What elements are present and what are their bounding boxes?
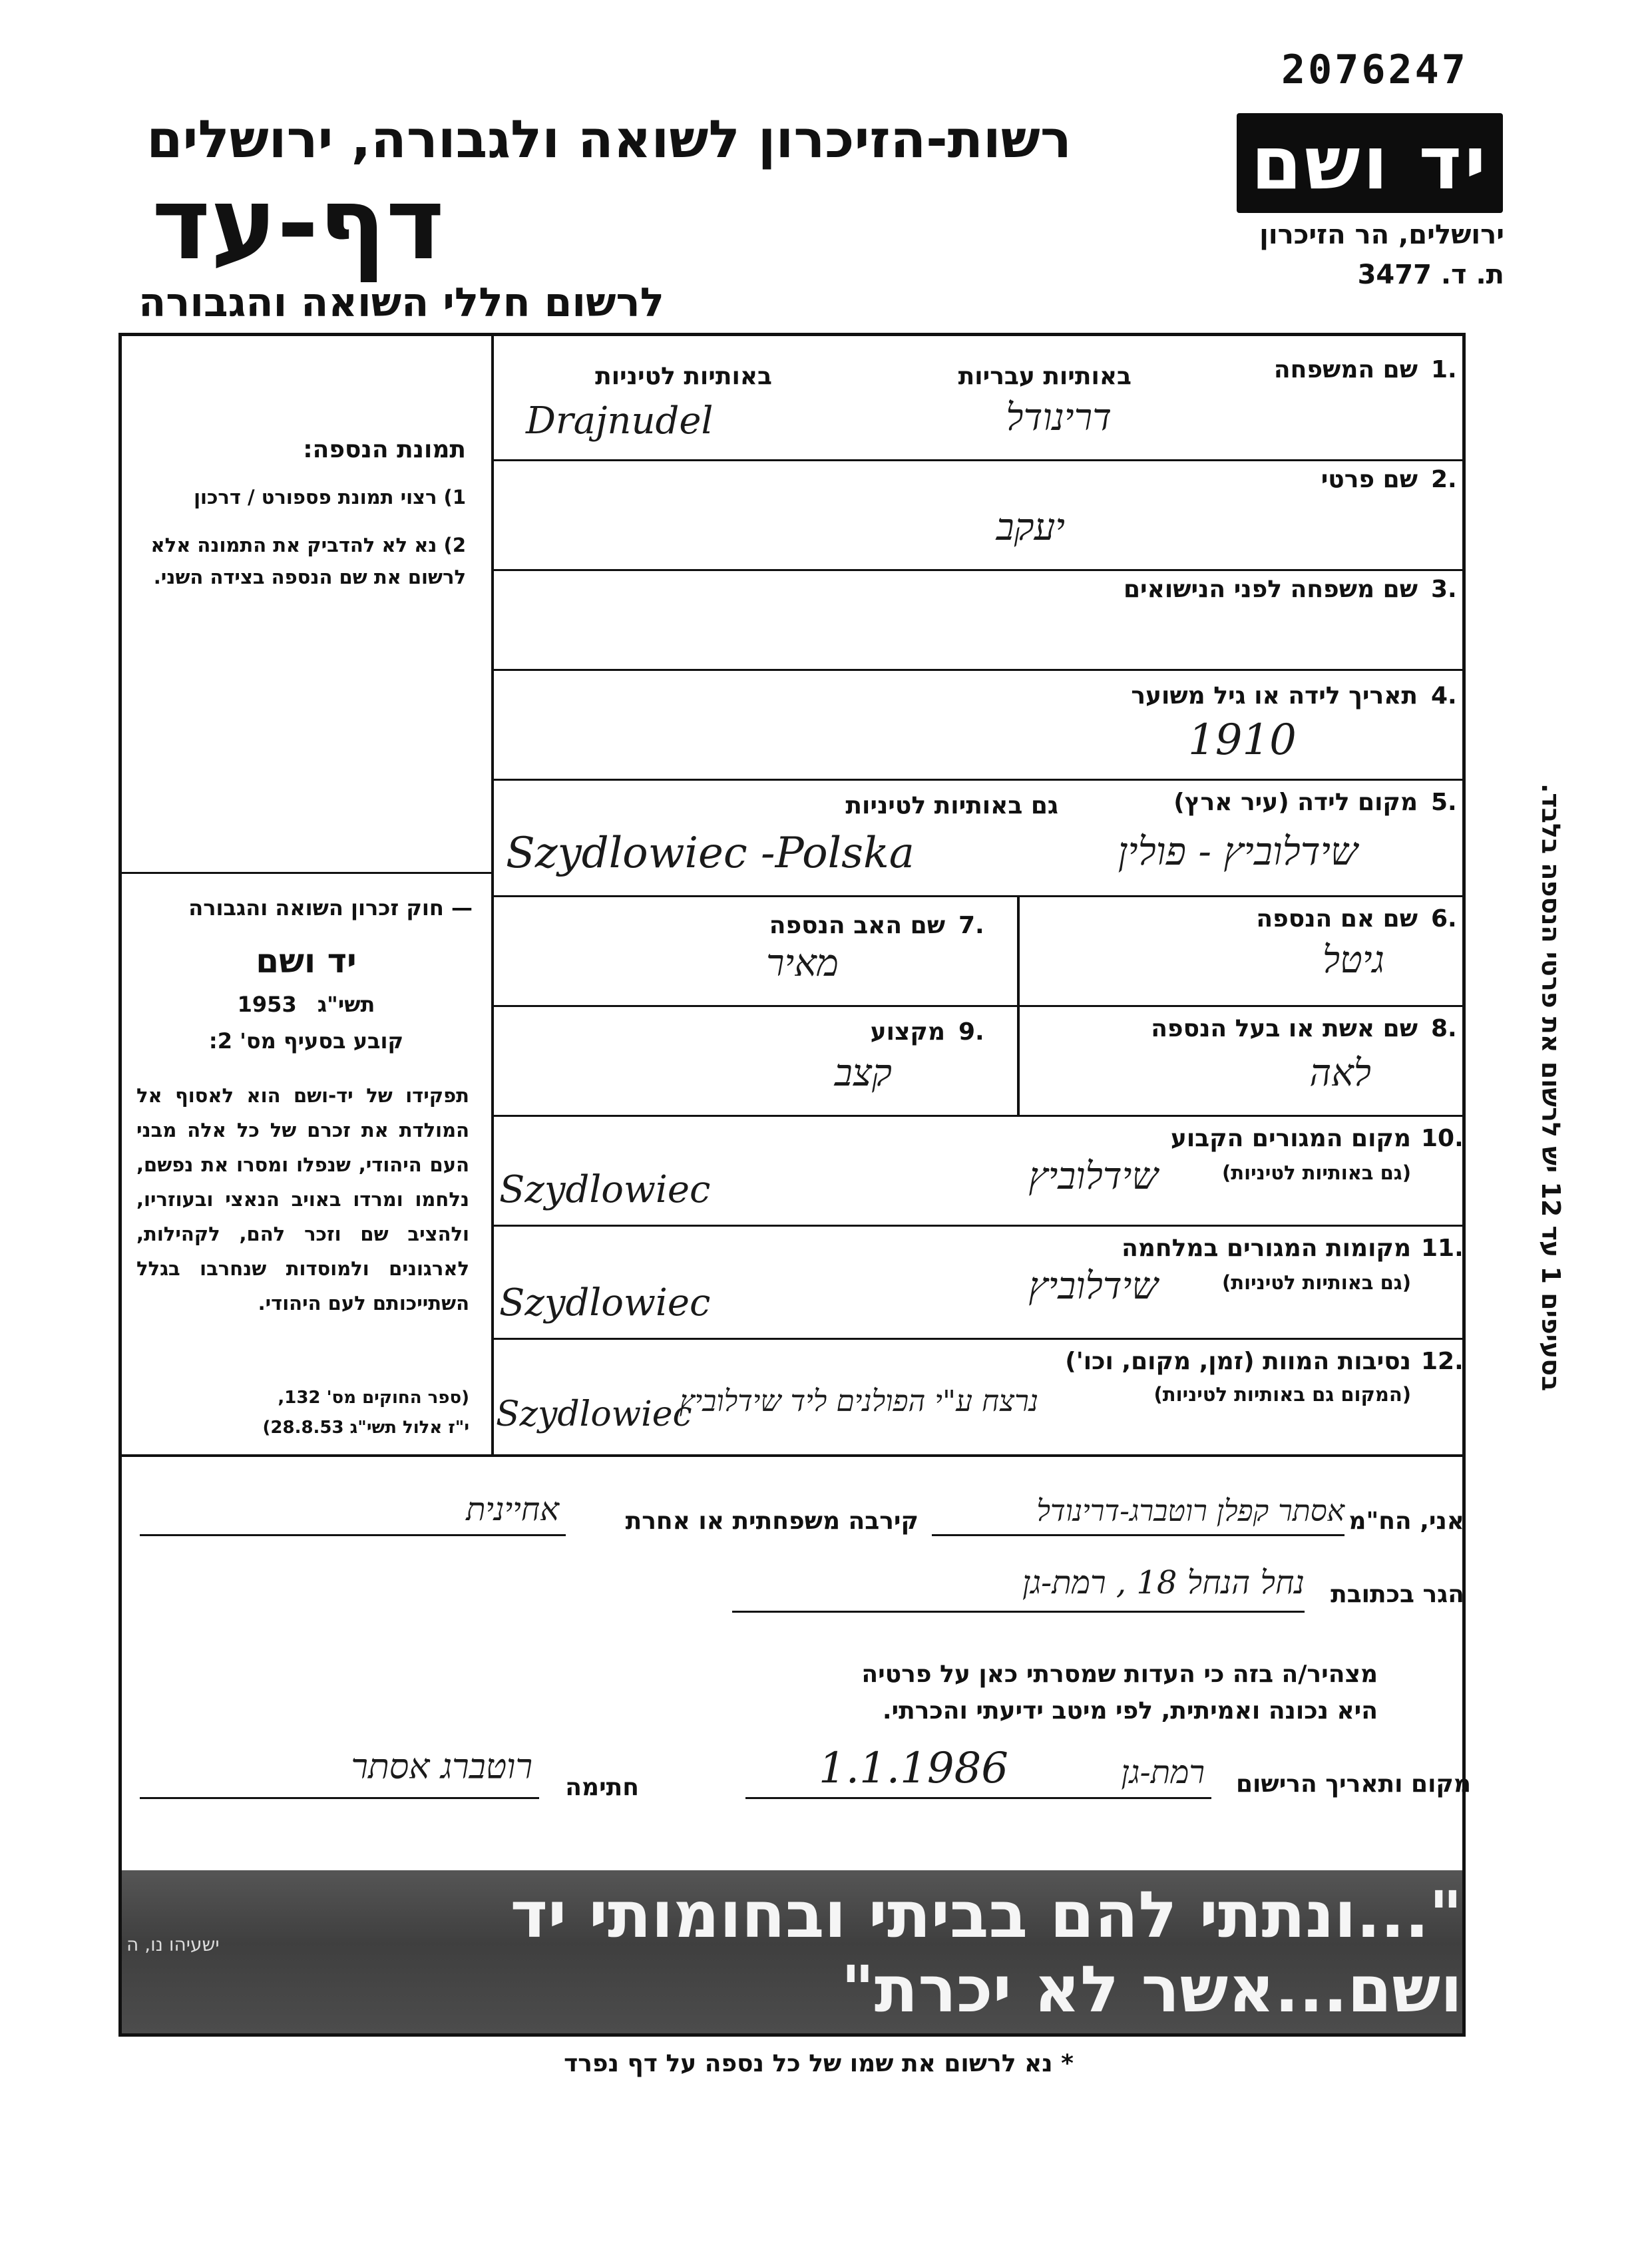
record-number: 2076247: [1281, 47, 1468, 93]
declarant-underline: [932, 1534, 1344, 1536]
photo-box-item-2: 2) נא לא להדביק את התמונה אלא לרשום את שם הנספה בצידה השני.: [150, 534, 466, 588]
field-3-label: שם משפחה לפני הנישואים: [1123, 576, 1418, 603]
field-6-value: גיטל: [1322, 938, 1384, 982]
side-note: בסעיפים 1 עד 12 יש לרשום את פרטי הנספה בלבד.: [1536, 783, 1565, 1391]
field-10-subnote: (גם באותיות לטיניות): [1222, 1161, 1411, 1184]
field-7-value: מאיר: [766, 942, 839, 985]
field-6-label: שם אם הנספה: [1256, 905, 1418, 932]
row-line-6: [494, 1005, 1462, 1007]
field-9-number: 9.: [958, 1018, 984, 1046]
field-11-label: מקומות המגורים במלחמה: [1122, 1235, 1411, 1262]
field-1-number: 1.: [1431, 356, 1457, 383]
field-12-label: נסיבות המוות (זמן, מקום, וכו'): [1065, 1348, 1411, 1375]
signature-value: רוטברג אסתר: [351, 1747, 532, 1787]
field-5-latin-value: Szydlowiec -Polska: [506, 829, 915, 878]
declaration-prefix: אני, הח"מ: [1348, 1508, 1464, 1535]
law-name: יד ושם: [256, 942, 357, 980]
registration-place-value: רמת-גן: [1121, 1754, 1205, 1791]
address-line-1: ירושלים, הר הזיכרון: [1259, 220, 1504, 250]
law-year: [133, 992, 479, 1017]
law-source-date: י"ז אלול תשי"ג 28.8.53): [262, 1418, 469, 1438]
field-4-label: תאריך לידה או גיל משוער: [1131, 682, 1418, 710]
row-line-1: [494, 459, 1462, 461]
law-body: תפקידו של יד-ושם הוא לאסוף אל המולדת את זכרם של כל אלה מבני העם היהודי, שנפלו ומסרו את נפשם, נלחמו ומרדו באויב הנאצי ובעוזריו, ולהציב שם וזכר להם, לקהילות, לארגונים ולמוסדות שנחרבו בגלל השתייכותם לעם היהודי.: [136, 1084, 469, 1315]
field-7-number: 7.: [958, 912, 984, 939]
field-1-latin-value: Drajnudel: [526, 399, 714, 443]
field-12-subnote: (המקום גם באותיות לטיניות): [1153, 1383, 1411, 1406]
relation-label: קירבה משפחתית או אחרת: [625, 1508, 919, 1535]
law-year-number: 1953: [237, 992, 297, 1017]
field-4-value: 1910: [1188, 715, 1297, 765]
statement-line-2: היא נכונה ואמיתית, לפי מיטב ידיעתי והכרתי.: [882, 1697, 1378, 1725]
declarant-value: אסתר קפלן רוטברג-דרינודל: [1036, 1494, 1344, 1528]
photo-law-divider: [122, 872, 491, 874]
field-8-value: לאה: [1309, 1052, 1371, 1095]
logo-text: יד ושם: [1251, 120, 1489, 206]
row-line-10: [122, 1454, 1462, 1457]
law-source: (ספר החוקים מס' 132,: [278, 1388, 469, 1408]
photo-box-item-1: 1) רצוי תמונת פספורט / דרכון: [194, 486, 466, 509]
address-label: הגר בכתובת: [1331, 1581, 1464, 1608]
row-8-9-divider: [1017, 1005, 1020, 1115]
row-line-2: [494, 569, 1462, 571]
row-6-7-divider: [1017, 895, 1020, 1005]
field-2-value: יעקב: [996, 506, 1065, 549]
field-9-label: מקצוע: [870, 1018, 945, 1046]
field-12-hebrew-value: נרצח ע"י הפולנים ליד שידלוביץ: [679, 1384, 1038, 1418]
place-date-label: מקום ותאריך הרישום: [1235, 1770, 1471, 1798]
field-3-number: 3.: [1431, 576, 1457, 603]
field-10-hebrew-value: שידלוביץ: [1028, 1155, 1158, 1198]
field-7-label: שם האב הנספה: [769, 912, 945, 939]
registration-date-value: 1.1.1986: [819, 1744, 1008, 1793]
row-line-9: [494, 1338, 1462, 1340]
field-1-label: שם המשפחה: [1273, 356, 1418, 383]
field-10-latin-value: Szydlowiec: [499, 1168, 711, 1211]
field-5-hebrew-value: שידלוביץ - פולין: [1118, 829, 1358, 874]
signature-label: חתימה: [565, 1774, 639, 1801]
field-12-latin-value: Szydlowiec: [496, 1394, 692, 1434]
field-11-hebrew-value: שידלוביץ: [1028, 1265, 1158, 1308]
row-line-8: [494, 1225, 1462, 1227]
field-11-subnote: (גם באותיות לטיניות): [1222, 1271, 1411, 1294]
field-1-hebrew-value: דרינודל: [1006, 396, 1112, 439]
field-8-label: שם אשת או בעל הנספה: [1151, 1015, 1418, 1042]
footer-note: * נא לרשום את שמו של כל נספה על דף נפרד: [564, 2050, 1074, 2077]
field-2-number: 2.: [1431, 466, 1457, 493]
relation-underline: [140, 1534, 566, 1536]
form-subtitle: לרשום חללי השואה והגבורה: [138, 280, 664, 326]
row-line-3: [494, 669, 1462, 671]
yad-vashem-quote-banner: [122, 1870, 1462, 2033]
field-4-number: 4.: [1431, 682, 1457, 710]
statement-line-1: מצהיר/ה בזה כי העדות שמסרתי כאן על פרטיה: [861, 1661, 1378, 1688]
address-value: נחל הנחל 18 , רמת-גן: [1022, 1564, 1305, 1601]
relation-value: אחיינית: [466, 1491, 559, 1528]
field-1-latin-header: באותיות לטיניות: [595, 363, 772, 390]
row-line-4: [494, 779, 1462, 781]
authority-title: רשות-הזיכרון לשואה ולגבורה, ירושלים: [146, 110, 1072, 170]
signature-underline: [140, 1797, 539, 1799]
field-2-label: שם פרטי: [1321, 466, 1418, 493]
law-year-hebrew: תשי"ג: [317, 992, 375, 1017]
row-line-7: [494, 1115, 1462, 1117]
field-9-value: קצב: [834, 1052, 892, 1095]
field-6-number: 6.: [1431, 905, 1457, 932]
row-line-5: [494, 895, 1462, 897]
place-date-underline: [745, 1797, 1211, 1799]
field-10-number: 10.: [1421, 1125, 1464, 1152]
field-5-latin-header: גם באותיות לטיניות: [845, 792, 1058, 819]
field-11-latin-value: Szydlowiec: [499, 1281, 711, 1325]
address-underline: [732, 1611, 1305, 1613]
field-8-number: 8.: [1431, 1015, 1457, 1042]
field-5-number: 5.: [1431, 789, 1457, 816]
form-title: דף-עד: [152, 166, 445, 282]
photo-box-title: תמונת הנספה:: [303, 436, 466, 463]
field-11-number: 11.: [1421, 1235, 1464, 1262]
law-title: — חוק זכרון השואה והגבורה: [188, 895, 473, 920]
banner-source: ישעיהו נו, ה: [126, 1934, 220, 1955]
banner-quote: "...ונתתי להם בביתי ובחומותי יד ושם...אשר לא יכרת": [510, 1877, 1462, 2027]
address-line-2: ת. ד. 3477: [1357, 260, 1504, 290]
field-12-number: 12.: [1421, 1348, 1464, 1375]
field-10-label: מקום המגורים הקבוע: [1170, 1125, 1411, 1152]
yad-vashem-logo: [1237, 113, 1503, 213]
law-clause: קובע בסעיף מס' 2:: [208, 1028, 404, 1054]
field-5-label: מקום לידה (עיר ארץ): [1173, 789, 1418, 816]
field-1-hebrew-header: באותיות עבריות: [958, 363, 1132, 390]
